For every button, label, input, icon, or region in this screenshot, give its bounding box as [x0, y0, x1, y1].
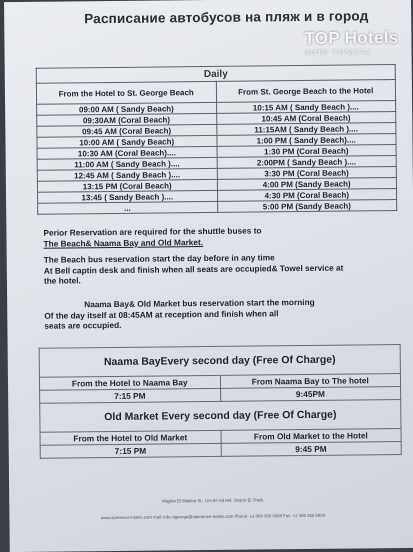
reservation-note	[43, 225, 261, 248]
col-header-to-beach: From the Hotel to St. George Beach	[36, 81, 216, 104]
market-return-time: 9:45 PM	[221, 441, 402, 456]
return-time: 10:15 AM ( Sandy Beach )....	[216, 101, 396, 114]
market-return-header: From Old Market to the Hotel	[221, 428, 402, 443]
beach-bus-line: the hotel.	[43, 275, 81, 286]
free-shuttle-table	[39, 344, 402, 459]
departure-time: 13:15 PM (Coral Beach)	[37, 179, 217, 192]
beach-bus-line: At Bell captin desk and finish when all seats are occupied& Towel service at	[43, 262, 344, 276]
return-time: 2:00PM ( Sandy Beach )....	[217, 156, 397, 169]
logo-brand: TOP Hotels	[304, 28, 399, 48]
departure-time: 09:45 AM (Coral Beach)	[37, 124, 217, 137]
footer-address: Magles El Madina St., Um El Sid Hill, Sharm El Sheik	[162, 497, 264, 504]
return-time: 5:00 PM (Sandy Beach)	[217, 200, 397, 213]
naama-return-time: 9:45PM	[220, 386, 401, 401]
departure-time: 09:30AM (Coral Beach)	[37, 113, 217, 126]
page-title: Расписание автобусов на пляж и в город	[84, 8, 369, 27]
departure-time: ...	[38, 201, 218, 214]
table-row	[38, 200, 397, 215]
naama-line: seats are occupied.	[44, 319, 122, 331]
naama-bay-section-title: Naama BayEvery second day (Free Of Charge)	[39, 345, 400, 378]
departure-time: 13:45 ( Sandy Beach )....	[38, 190, 218, 203]
logo-tagline: ФОТО ТУРИСТА	[304, 49, 371, 57]
return-time: 3:30 PM (Coral Beach)	[217, 167, 397, 180]
return-time: 11:15AM ( Sandy Beach )....	[216, 123, 396, 136]
departure-time: 09:00 AM ( Sandy Beach)	[37, 102, 217, 115]
printed-sheet	[4, 0, 413, 552]
naama-outbound-header: From the Hotel to Naama Bay	[39, 375, 220, 390]
naama-outbound-time: 7:15 PM	[40, 388, 221, 403]
naama-market-note	[44, 297, 315, 331]
return-time: 1:00 PM ( Sandy Beach)....	[216, 134, 396, 147]
return-time: 4:00 PM (Sandy Beach)	[217, 178, 397, 191]
market-outbound-header: From the Hotel to Old Market	[40, 430, 221, 445]
return-time: 4:30 PM (Coral Beach)	[217, 189, 397, 202]
naama-line: Of the day itself at 08:45AM at reception and finish when all	[44, 307, 279, 321]
beach-bus-line: The Beach bus reservation start the day before in any time	[43, 252, 275, 265]
naama-line: Naama Bay& Old Market bus reservation start the morning	[84, 296, 315, 310]
reservation-destinations: The Beach& Naama Bay and Old Market.	[43, 236, 204, 249]
footer-contact: www.xperience-hotels.com mail: info.stgeorge@xperience-hotels.com Phone: +2 069 366 0888 Fax: +2 069 366 5900	[100, 512, 325, 521]
naama-return-header: From Naama Bay to The hotel	[220, 374, 401, 389]
return-time: 10:45 AM (Coral Beach)	[216, 112, 396, 125]
daily-schedule-table	[36, 64, 398, 215]
daily-title: Daily	[36, 65, 395, 84]
old-market-section-title: Old Market Every second day (Free Of Charge)	[40, 399, 401, 432]
departure-time: 10:00 AM ( Sandy Beach)	[37, 135, 217, 148]
col-header-to-hotel: From St. George Beach to the Hotel	[216, 80, 396, 103]
departure-time: 12:45 AM ( Sandy Beach )....	[37, 168, 217, 181]
return-time: 1:30 PM (Coral Beach)	[217, 145, 397, 158]
beach-bus-note	[44, 252, 344, 287]
reservation-line: Perior Reservation are required for the shuttle buses to	[43, 225, 262, 238]
market-outbound-time: 7:15 PM	[40, 443, 221, 458]
departure-time: 11:00 AM ( Sandy Beach )....	[37, 157, 217, 170]
departure-time: 10:30 AM (Coral Beach)....	[37, 146, 217, 159]
table-row	[40, 441, 401, 458]
